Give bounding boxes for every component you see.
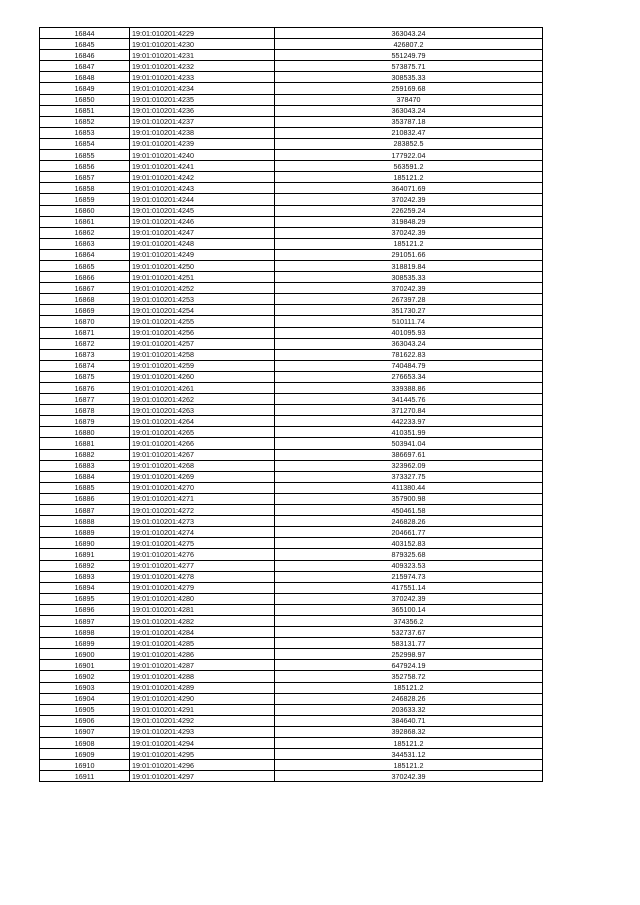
row-number-cell: 16880	[40, 427, 130, 438]
value-cell: 344531.12	[275, 749, 543, 760]
row-number-cell: 16865	[40, 260, 130, 271]
value-cell: 740484.79	[275, 360, 543, 371]
row-number-cell: 16881	[40, 438, 130, 449]
table-row	[40, 593, 543, 604]
table-row	[40, 383, 543, 394]
value-cell: 210832.47	[275, 127, 543, 138]
row-number-cell: 16895	[40, 593, 130, 604]
cadastral-number-cell: 19:01:010201:4240	[130, 150, 275, 161]
row-number-cell: 16892	[40, 560, 130, 571]
table-row	[40, 305, 543, 316]
table-row	[40, 493, 543, 504]
table-row	[40, 238, 543, 249]
value-cell: 378470	[275, 94, 543, 105]
table-row	[40, 693, 543, 704]
table-row	[40, 649, 543, 660]
cadastral-number-cell: 19:01:010201:4272	[130, 505, 275, 516]
row-number-cell: 16856	[40, 161, 130, 172]
row-number-cell: 16871	[40, 327, 130, 338]
table-row	[40, 482, 543, 493]
value-cell: 370242.39	[275, 283, 543, 294]
cadastral-number-cell: 19:01:010201:4295	[130, 749, 275, 760]
table-row	[40, 438, 543, 449]
cadastral-number-cell: 19:01:010201:4259	[130, 360, 275, 371]
value-cell: 450461.58	[275, 505, 543, 516]
table-row	[40, 615, 543, 626]
cadastral-number-cell: 19:01:010201:4244	[130, 194, 275, 205]
cadastral-number-cell: 19:01:010201:4229	[130, 28, 275, 39]
table-row	[40, 105, 543, 116]
table-row	[40, 72, 543, 83]
row-number-cell: 16874	[40, 360, 130, 371]
table-row	[40, 471, 543, 482]
table-row	[40, 627, 543, 638]
value-cell: 573875.71	[275, 61, 543, 72]
table-row	[40, 516, 543, 527]
row-number-cell: 16847	[40, 61, 130, 72]
row-number-cell: 16864	[40, 249, 130, 260]
row-number-cell: 16849	[40, 83, 130, 94]
cadastral-number-cell: 19:01:010201:4235	[130, 94, 275, 105]
row-number-cell: 16860	[40, 205, 130, 216]
table-row	[40, 216, 543, 227]
value-cell: 363043.24	[275, 105, 543, 116]
cadastral-number-cell: 19:01:010201:4263	[130, 405, 275, 416]
cadastral-number-cell: 19:01:010201:4258	[130, 349, 275, 360]
table-row	[40, 538, 543, 549]
value-cell: 426807.2	[275, 39, 543, 50]
cadastral-number-cell: 19:01:010201:4267	[130, 449, 275, 460]
row-number-cell: 16879	[40, 416, 130, 427]
row-number-cell: 16844	[40, 28, 130, 39]
row-number-cell: 16890	[40, 538, 130, 549]
value-cell: 267397.28	[275, 294, 543, 305]
value-cell: 318819.84	[275, 260, 543, 271]
cadastral-number-cell: 19:01:010201:4261	[130, 383, 275, 394]
table-row	[40, 371, 543, 382]
cadastral-number-cell: 19:01:010201:4284	[130, 627, 275, 638]
cadastral-number-cell: 19:01:010201:4268	[130, 460, 275, 471]
table-row	[40, 749, 543, 760]
table-row	[40, 738, 543, 749]
table-row	[40, 316, 543, 327]
row-number-cell: 16857	[40, 172, 130, 183]
value-cell: 384640.71	[275, 715, 543, 726]
cadastral-number-cell: 19:01:010201:4291	[130, 704, 275, 715]
row-number-cell: 16845	[40, 39, 130, 50]
row-number-cell: 16893	[40, 571, 130, 582]
table-row	[40, 405, 543, 416]
cadastral-number-cell: 19:01:010201:4230	[130, 39, 275, 50]
value-cell: 341445.76	[275, 394, 543, 405]
value-cell: 177922.04	[275, 150, 543, 161]
cadastral-number-cell: 19:01:010201:4246	[130, 216, 275, 227]
table-row	[40, 338, 543, 349]
table-row	[40, 604, 543, 615]
value-cell: 364071.69	[275, 183, 543, 194]
table-row	[40, 460, 543, 471]
table-row	[40, 161, 543, 172]
value-cell: 363043.24	[275, 338, 543, 349]
cadastral-number-cell: 19:01:010201:4277	[130, 560, 275, 571]
table-row	[40, 260, 543, 271]
table-row	[40, 227, 543, 238]
table-row	[40, 205, 543, 216]
row-number-cell: 16858	[40, 183, 130, 194]
cadastral-number-cell: 19:01:010201:4252	[130, 283, 275, 294]
row-number-cell: 16867	[40, 283, 130, 294]
table-row	[40, 61, 543, 72]
cadastral-number-cell: 19:01:010201:4262	[130, 394, 275, 405]
cadastral-number-cell: 19:01:010201:4287	[130, 660, 275, 671]
table-row	[40, 172, 543, 183]
cadastral-number-cell: 19:01:010201:4255	[130, 316, 275, 327]
value-cell: 442233.97	[275, 416, 543, 427]
cadastral-number-cell: 19:01:010201:4233	[130, 72, 275, 83]
value-cell: 401095.93	[275, 327, 543, 338]
table-row	[40, 427, 543, 438]
value-cell: 392868.32	[275, 726, 543, 737]
cadastral-number-cell: 19:01:010201:4297	[130, 771, 275, 782]
row-number-cell: 16896	[40, 604, 130, 615]
table-row	[40, 527, 543, 538]
row-number-cell: 16868	[40, 294, 130, 305]
row-number-cell: 16909	[40, 749, 130, 760]
cadastral-number-cell: 19:01:010201:4243	[130, 183, 275, 194]
value-cell: 185121.2	[275, 738, 543, 749]
row-number-cell: 16854	[40, 138, 130, 149]
row-number-cell: 16900	[40, 649, 130, 660]
value-cell: 185121.2	[275, 760, 543, 771]
row-number-cell: 16889	[40, 527, 130, 538]
value-cell: 226259.24	[275, 205, 543, 216]
table-row	[40, 660, 543, 671]
table-row	[40, 127, 543, 138]
table-row	[40, 50, 543, 61]
row-number-cell: 16899	[40, 638, 130, 649]
value-cell: 319848.29	[275, 216, 543, 227]
cadastral-number-cell: 19:01:010201:4294	[130, 738, 275, 749]
row-number-cell: 16904	[40, 693, 130, 704]
cadastral-number-cell: 19:01:010201:4293	[130, 726, 275, 737]
value-cell: 403152.83	[275, 538, 543, 549]
row-number-cell: 16886	[40, 493, 130, 504]
value-cell: 351730.27	[275, 305, 543, 316]
cadastral-number-cell: 19:01:010201:4257	[130, 338, 275, 349]
cadastral-number-cell: 19:01:010201:4234	[130, 83, 275, 94]
row-number-cell: 16891	[40, 549, 130, 560]
row-number-cell: 16902	[40, 671, 130, 682]
value-cell: 357900.98	[275, 493, 543, 504]
table-row	[40, 327, 543, 338]
table-row	[40, 349, 543, 360]
row-number-cell: 16855	[40, 150, 130, 161]
cadastral-number-cell: 19:01:010201:4242	[130, 172, 275, 183]
cadastral-number-cell: 19:01:010201:4232	[130, 61, 275, 72]
cadastral-number-cell: 19:01:010201:4289	[130, 682, 275, 693]
cadastral-number-cell: 19:01:010201:4239	[130, 138, 275, 149]
row-number-cell: 16866	[40, 272, 130, 283]
value-cell: 259169.68	[275, 83, 543, 94]
table-row	[40, 726, 543, 737]
row-number-cell: 16905	[40, 704, 130, 715]
row-number-cell: 16850	[40, 94, 130, 105]
table-row	[40, 416, 543, 427]
table-row	[40, 194, 543, 205]
table-row	[40, 682, 543, 693]
row-number-cell: 16906	[40, 715, 130, 726]
value-cell: 353787.18	[275, 116, 543, 127]
row-number-cell: 16870	[40, 316, 130, 327]
row-number-cell: 16910	[40, 760, 130, 771]
table-row	[40, 394, 543, 405]
value-cell: 185121.2	[275, 238, 543, 249]
row-number-cell: 16894	[40, 582, 130, 593]
table-row	[40, 94, 543, 105]
cadastral-number-cell: 19:01:010201:4282	[130, 615, 275, 626]
cadastral-number-cell: 19:01:010201:4237	[130, 116, 275, 127]
table-row	[40, 671, 543, 682]
table-row	[40, 116, 543, 127]
cadastral-number-cell: 19:01:010201:4278	[130, 571, 275, 582]
value-cell: 373327.75	[275, 471, 543, 482]
value-cell: 203633.32	[275, 704, 543, 715]
cadastral-number-cell: 19:01:010201:4274	[130, 527, 275, 538]
value-cell: 308535.33	[275, 272, 543, 283]
value-cell: 352758.72	[275, 671, 543, 682]
row-number-cell: 16876	[40, 383, 130, 394]
cadastral-number-cell: 19:01:010201:4251	[130, 272, 275, 283]
value-cell: 551249.79	[275, 50, 543, 61]
row-number-cell: 16884	[40, 471, 130, 482]
row-number-cell: 16898	[40, 627, 130, 638]
row-number-cell: 16851	[40, 105, 130, 116]
value-cell: 510111.74	[275, 316, 543, 327]
cadastral-number-cell: 19:01:010201:4241	[130, 161, 275, 172]
table-row	[40, 760, 543, 771]
cadastral-number-cell: 19:01:010201:4273	[130, 516, 275, 527]
cadastral-number-cell: 19:01:010201:4275	[130, 538, 275, 549]
cadastral-number-cell: 19:01:010201:4292	[130, 715, 275, 726]
row-number-cell: 16859	[40, 194, 130, 205]
value-cell: 215974.73	[275, 571, 543, 582]
row-number-cell: 16885	[40, 482, 130, 493]
cadastral-number-cell: 19:01:010201:4248	[130, 238, 275, 249]
value-cell: 370242.39	[275, 593, 543, 604]
value-cell: 410351.99	[275, 427, 543, 438]
row-number-cell: 16852	[40, 116, 130, 127]
value-cell: 365100.14	[275, 604, 543, 615]
cadastral-number-cell: 19:01:010201:4231	[130, 50, 275, 61]
data-table	[39, 27, 543, 782]
table-row	[40, 571, 543, 582]
cadastral-number-cell: 19:01:010201:4245	[130, 205, 275, 216]
table-row	[40, 283, 543, 294]
cadastral-number-cell: 19:01:010201:4247	[130, 227, 275, 238]
table-row	[40, 83, 543, 94]
table-row	[40, 138, 543, 149]
value-cell: 185121.2	[275, 682, 543, 693]
row-number-cell: 16846	[40, 50, 130, 61]
cadastral-number-cell: 19:01:010201:4265	[130, 427, 275, 438]
cadastral-number-cell: 19:01:010201:4280	[130, 593, 275, 604]
cadastral-number-cell: 19:01:010201:4288	[130, 671, 275, 682]
cadastral-number-cell: 19:01:010201:4249	[130, 249, 275, 260]
value-cell: 283852.5	[275, 138, 543, 149]
value-cell: 308535.33	[275, 72, 543, 83]
cadastral-number-cell: 19:01:010201:4281	[130, 604, 275, 615]
value-cell: 246828.26	[275, 693, 543, 704]
value-cell: 276653.34	[275, 371, 543, 382]
row-number-cell: 16888	[40, 516, 130, 527]
table-row	[40, 715, 543, 726]
value-cell: 781622.83	[275, 349, 543, 360]
value-cell: 411380.44	[275, 482, 543, 493]
value-cell: 532737.67	[275, 627, 543, 638]
row-number-cell: 16897	[40, 615, 130, 626]
value-cell: 503941.04	[275, 438, 543, 449]
row-number-cell: 16883	[40, 460, 130, 471]
row-number-cell: 16863	[40, 238, 130, 249]
row-number-cell: 16878	[40, 405, 130, 416]
row-number-cell: 16901	[40, 660, 130, 671]
row-number-cell: 16848	[40, 72, 130, 83]
cadastral-number-cell: 19:01:010201:4266	[130, 438, 275, 449]
table-row	[40, 449, 543, 460]
value-cell: 246828.26	[275, 516, 543, 527]
value-cell: 291051.66	[275, 249, 543, 260]
cadastral-number-cell: 19:01:010201:4269	[130, 471, 275, 482]
row-number-cell: 16862	[40, 227, 130, 238]
value-cell: 339388.86	[275, 383, 543, 394]
value-cell: 879325.68	[275, 549, 543, 560]
cadastral-number-cell: 19:01:010201:4271	[130, 493, 275, 504]
table-row	[40, 294, 543, 305]
value-cell: 563591.2	[275, 161, 543, 172]
value-cell: 370242.39	[275, 227, 543, 238]
row-number-cell: 16869	[40, 305, 130, 316]
value-cell: 204661.77	[275, 527, 543, 538]
row-number-cell: 16887	[40, 505, 130, 516]
value-cell: 363043.24	[275, 28, 543, 39]
table-row	[40, 183, 543, 194]
value-cell: 374356.2	[275, 615, 543, 626]
row-number-cell: 16875	[40, 371, 130, 382]
cadastral-number-cell: 19:01:010201:4279	[130, 582, 275, 593]
cadastral-number-cell: 19:01:010201:4270	[130, 482, 275, 493]
table-row	[40, 360, 543, 371]
table-row	[40, 549, 543, 560]
table-row	[40, 150, 543, 161]
value-cell: 647924.19	[275, 660, 543, 671]
value-cell: 370242.39	[275, 771, 543, 782]
table-row	[40, 249, 543, 260]
cadastral-number-cell: 19:01:010201:4285	[130, 638, 275, 649]
value-cell: 185121.2	[275, 172, 543, 183]
row-number-cell: 16853	[40, 127, 130, 138]
value-cell: 583131.77	[275, 638, 543, 649]
value-cell: 386697.61	[275, 449, 543, 460]
cadastral-number-cell: 19:01:010201:4253	[130, 294, 275, 305]
row-number-cell: 16861	[40, 216, 130, 227]
cadastral-number-cell: 19:01:010201:4286	[130, 649, 275, 660]
value-cell: 371270.84	[275, 405, 543, 416]
cadastral-number-cell: 19:01:010201:4296	[130, 760, 275, 771]
cadastral-number-cell: 19:01:010201:4236	[130, 105, 275, 116]
cadastral-number-cell: 19:01:010201:4238	[130, 127, 275, 138]
cadastral-number-cell: 19:01:010201:4290	[130, 693, 275, 704]
row-number-cell: 16907	[40, 726, 130, 737]
row-number-cell: 16903	[40, 682, 130, 693]
table-row	[40, 771, 543, 782]
value-cell: 323962.09	[275, 460, 543, 471]
row-number-cell: 16873	[40, 349, 130, 360]
row-number-cell: 16877	[40, 394, 130, 405]
value-cell: 409323.53	[275, 560, 543, 571]
row-number-cell: 16882	[40, 449, 130, 460]
table-row	[40, 39, 543, 50]
table-row	[40, 638, 543, 649]
row-number-cell: 16911	[40, 771, 130, 782]
value-cell: 252998.97	[275, 649, 543, 660]
table-row	[40, 505, 543, 516]
cadastral-number-cell: 19:01:010201:4254	[130, 305, 275, 316]
table-row	[40, 582, 543, 593]
value-cell: 417551.14	[275, 582, 543, 593]
row-number-cell: 16872	[40, 338, 130, 349]
cadastral-number-cell: 19:01:010201:4260	[130, 371, 275, 382]
cadastral-number-cell: 19:01:010201:4250	[130, 260, 275, 271]
table-row	[40, 704, 543, 715]
value-cell: 370242.39	[275, 194, 543, 205]
table-row	[40, 28, 543, 39]
cadastral-number-cell: 19:01:010201:4264	[130, 416, 275, 427]
cadastral-number-cell: 19:01:010201:4276	[130, 549, 275, 560]
cadastral-number-cell: 19:01:010201:4256	[130, 327, 275, 338]
table-row	[40, 272, 543, 283]
table-row	[40, 560, 543, 571]
table-body	[40, 28, 543, 782]
row-number-cell: 16908	[40, 738, 130, 749]
